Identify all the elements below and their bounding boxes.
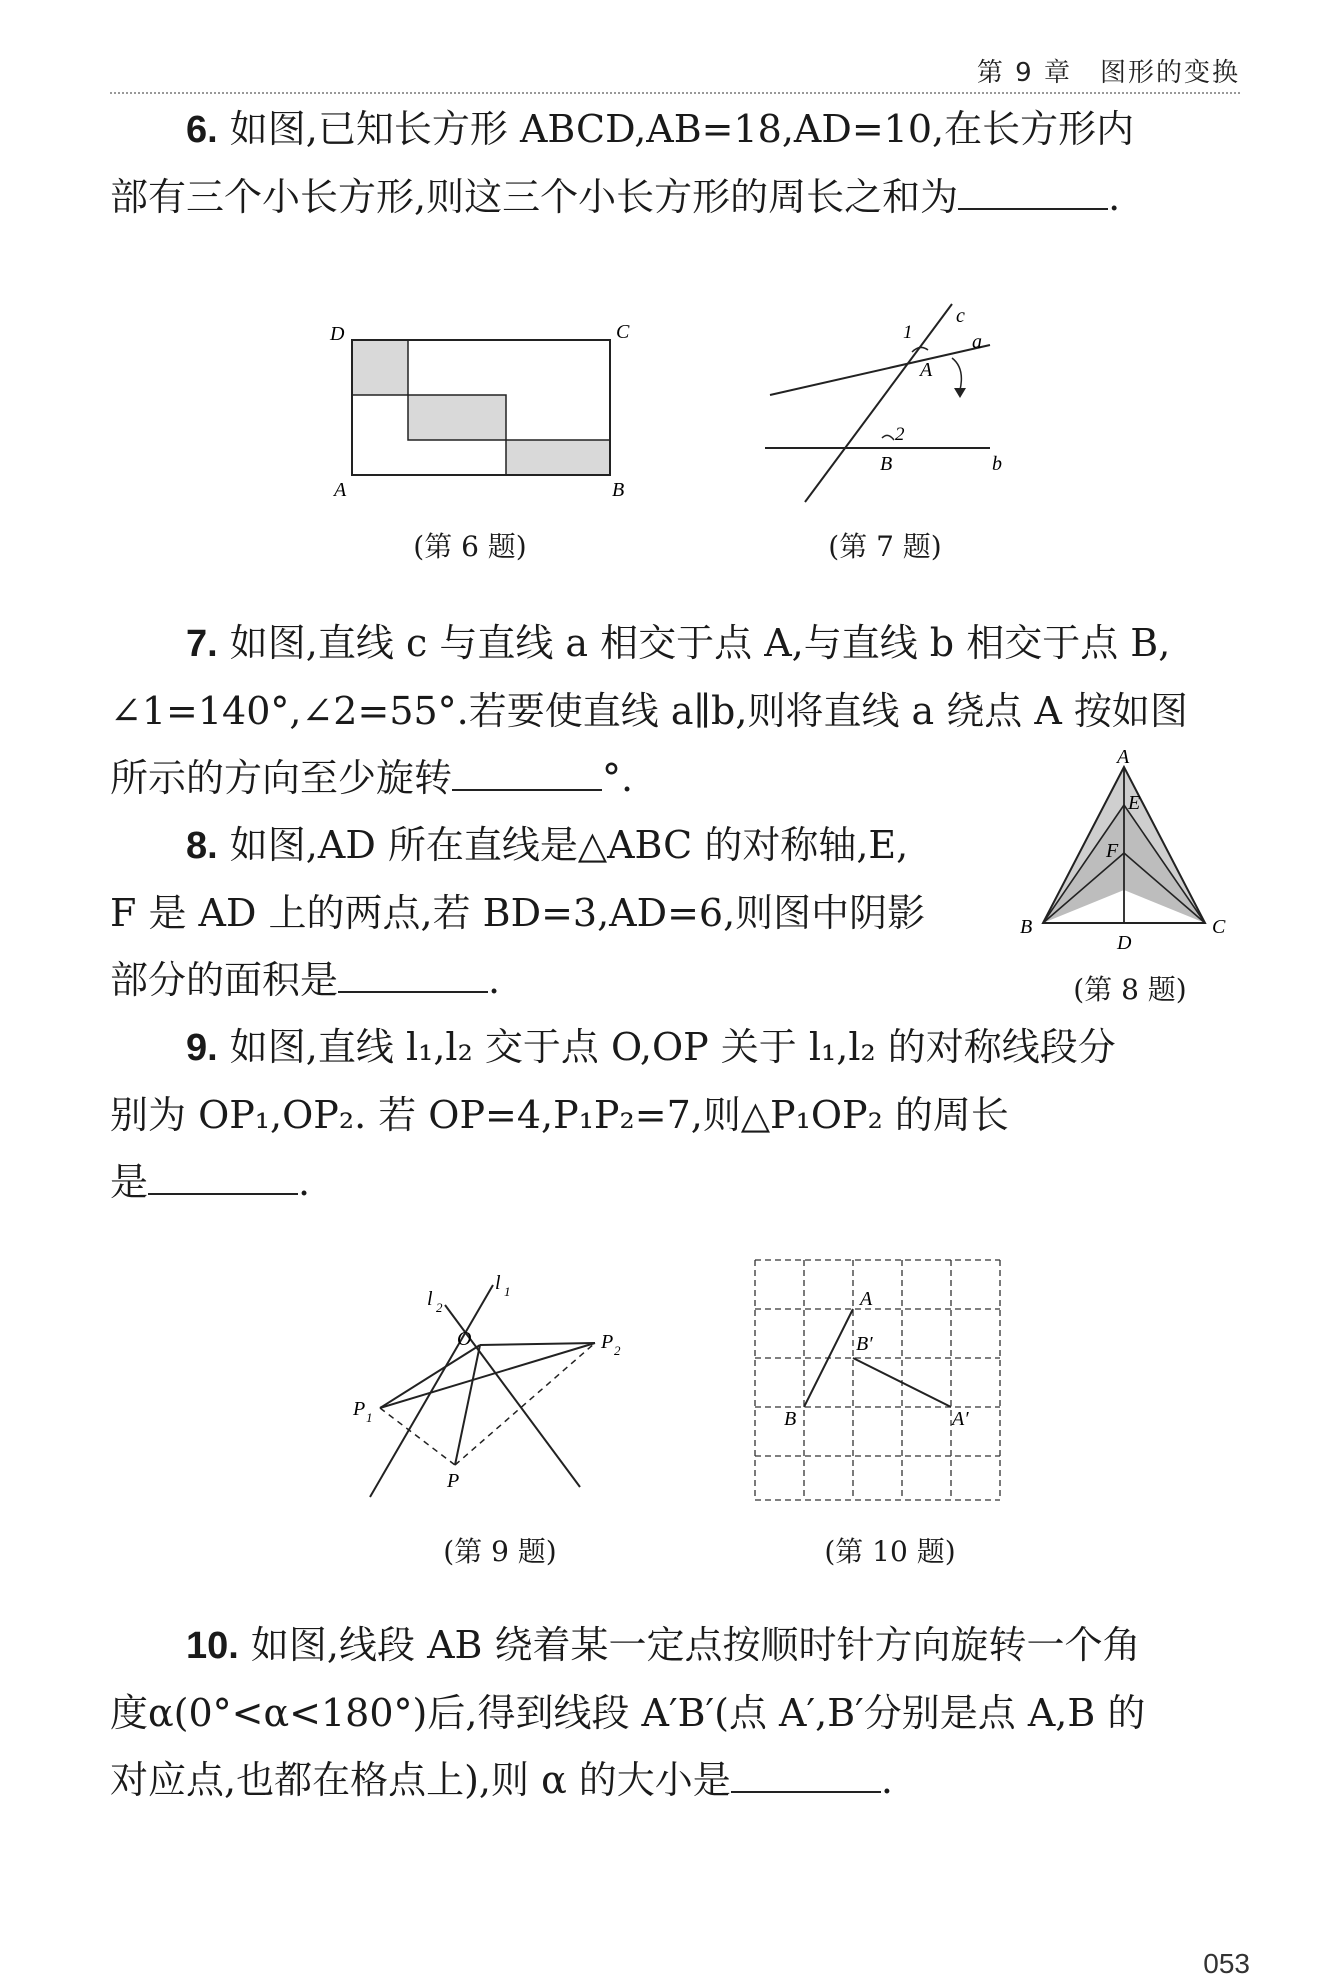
fig7-label-A: A (920, 359, 933, 381)
q7-line2: ∠1=140°,∠2=55°.若要使直线 a∥b,则将直线 a 绕点 A 按如图 (110, 689, 1188, 733)
q8-number: 8. (186, 825, 218, 867)
fig9-label-l2: l (427, 1288, 433, 1310)
figure-9 (345, 1265, 645, 1505)
fig7-line-c (805, 304, 952, 502)
q6-line2: 部有三个小长方形,则这三个小长方形的周长之和为 (110, 175, 959, 219)
fig6-label-A: A (334, 479, 347, 501)
q9-end: . (298, 1160, 311, 1204)
q7-line1: 如图,直线 c 与直线 a 相交于点 A,与直线 b 相交于点 B, (229, 621, 1171, 665)
fig10-label-B: B (784, 1408, 797, 1430)
fig9-label-O: O (457, 1328, 472, 1350)
fig10-grid (755, 1260, 1000, 1500)
fig7-arrowhead (954, 388, 966, 398)
fig9-label-P1: P (353, 1398, 366, 1420)
fig9-OP1 (380, 1345, 480, 1408)
q10-number: 10. (186, 1625, 239, 1667)
fig9-label-l1-sub: 1 (504, 1284, 511, 1299)
fig6-small-rect-1 (352, 340, 408, 395)
fig9-label-P1-sub: 1 (366, 1410, 373, 1425)
figure-7 (760, 300, 1040, 510)
q9-line2: 别为 OP₁,OP₂. 若 OP=4,P₁P₂=7,则△P₁OP₂ 的周长 (110, 1093, 1009, 1137)
fig7-line-a (770, 345, 990, 395)
page-number: 053 (1203, 1948, 1250, 1979)
fig7-angle1-arc (912, 347, 928, 352)
fig7-label-angle2: 2 (895, 424, 905, 445)
q7-line3: 所示的方向至少旋转 (110, 756, 453, 800)
fig6-label-D: D (330, 323, 345, 345)
question-9 (110, 1014, 1240, 1216)
fig6-small-rect-2 (408, 395, 506, 440)
q9-line3: 是 (110, 1160, 149, 1204)
q6-number: 6. (186, 109, 218, 151)
fig7-rotation-arrow (952, 358, 961, 390)
fig6-label-B: B (612, 479, 625, 501)
fig8-label-D: D (1117, 932, 1132, 954)
caption-fig7: (第 7 题) (828, 530, 942, 563)
fig9-line-l1 (370, 1285, 493, 1497)
fig7-label-B: B (880, 453, 893, 475)
q8-end: . (488, 958, 501, 1002)
question-10 (110, 1612, 1240, 1814)
fig9-P1P2 (380, 1343, 595, 1408)
fig9-label-l2-sub: 2 (436, 1300, 443, 1315)
fig9-label-l1: l (495, 1272, 501, 1294)
chapter-title: 第 9 章 图形的变换 (976, 58, 1240, 88)
q9-answer-blank[interactable] (148, 1161, 298, 1195)
q6-end: . (1108, 175, 1121, 219)
fig8-label-A: A (1117, 746, 1130, 768)
q7-end: °. (602, 756, 634, 800)
fig7-angle2-arc (882, 435, 894, 440)
question-6 (110, 96, 1240, 231)
fig8-label-C: C (1212, 916, 1226, 938)
q10-answer-blank[interactable] (731, 1759, 881, 1793)
fig10-label-A2: A′ (952, 1408, 969, 1430)
figure-10 (750, 1255, 1010, 1505)
page-header (110, 52, 1240, 94)
fig9-label-P2-sub: 2 (614, 1343, 621, 1358)
q9-number: 9. (186, 1027, 218, 1069)
q10-end: . (880, 1758, 893, 1802)
q7-answer-blank[interactable] (452, 757, 602, 791)
q8-line2: F 是 AD 上的两点,若 BD=3,AD=6,则图中阴影 (110, 891, 926, 935)
q6-line1: 如图,已知长方形 ABCD,AB=18,AD=10,在长方形内 (229, 107, 1135, 151)
fig7-label-b: b (992, 453, 1002, 475)
fig7-label-c: c (956, 305, 965, 327)
q7-number: 7. (186, 623, 218, 665)
question-8 (110, 812, 1010, 1014)
q6-answer-blank[interactable] (958, 176, 1108, 210)
q8-answer-blank[interactable] (338, 959, 488, 993)
fig6-label-C: C (616, 321, 630, 343)
fig8-label-F: F (1106, 840, 1119, 862)
figure-8 (1020, 745, 1240, 960)
fig9-OP2 (480, 1343, 595, 1345)
caption-fig8: (第 8 题) (1073, 973, 1187, 1006)
caption-fig10: (第 10 题) (824, 1535, 956, 1568)
fig8-label-E: E (1128, 792, 1141, 814)
q8-line1: 如图,AD 所在直线是△ABC 的对称轴,E, (229, 823, 909, 867)
fig7-label-angle1: 1 (903, 322, 913, 343)
fig9-label-P2: P (601, 1331, 614, 1353)
figure-6 (320, 310, 630, 510)
caption-fig6: (第 6 题) (413, 530, 527, 563)
fig10-label-B2: B′ (856, 1333, 873, 1355)
q10-line1: 如图,线段 AB 绕着某一定点按顺时针方向旋转一个角 (250, 1623, 1141, 1667)
fig9-label-P: P (447, 1470, 460, 1492)
q10-line3: 对应点,也都在格点上),则 α 的大小是 (110, 1758, 731, 1802)
fig10-label-A: A (860, 1288, 873, 1310)
caption-fig9: (第 9 题) (443, 1535, 557, 1568)
fig7-label-a: a (972, 331, 982, 353)
q8-line3: 部分的面积是 (110, 958, 339, 1002)
fig8-label-B: B (1020, 916, 1033, 938)
q9-line1: 如图,直线 l₁,l₂ 交于点 O,OP 关于 l₁,l₂ 的对称线段分 (229, 1025, 1116, 1069)
q10-line2: 度α(0°<α<180°)后,得到线段 A′B′(点 A′,B′分别是点 A,B 的 (110, 1691, 1146, 1735)
fig6-small-rect-3 (506, 440, 610, 475)
